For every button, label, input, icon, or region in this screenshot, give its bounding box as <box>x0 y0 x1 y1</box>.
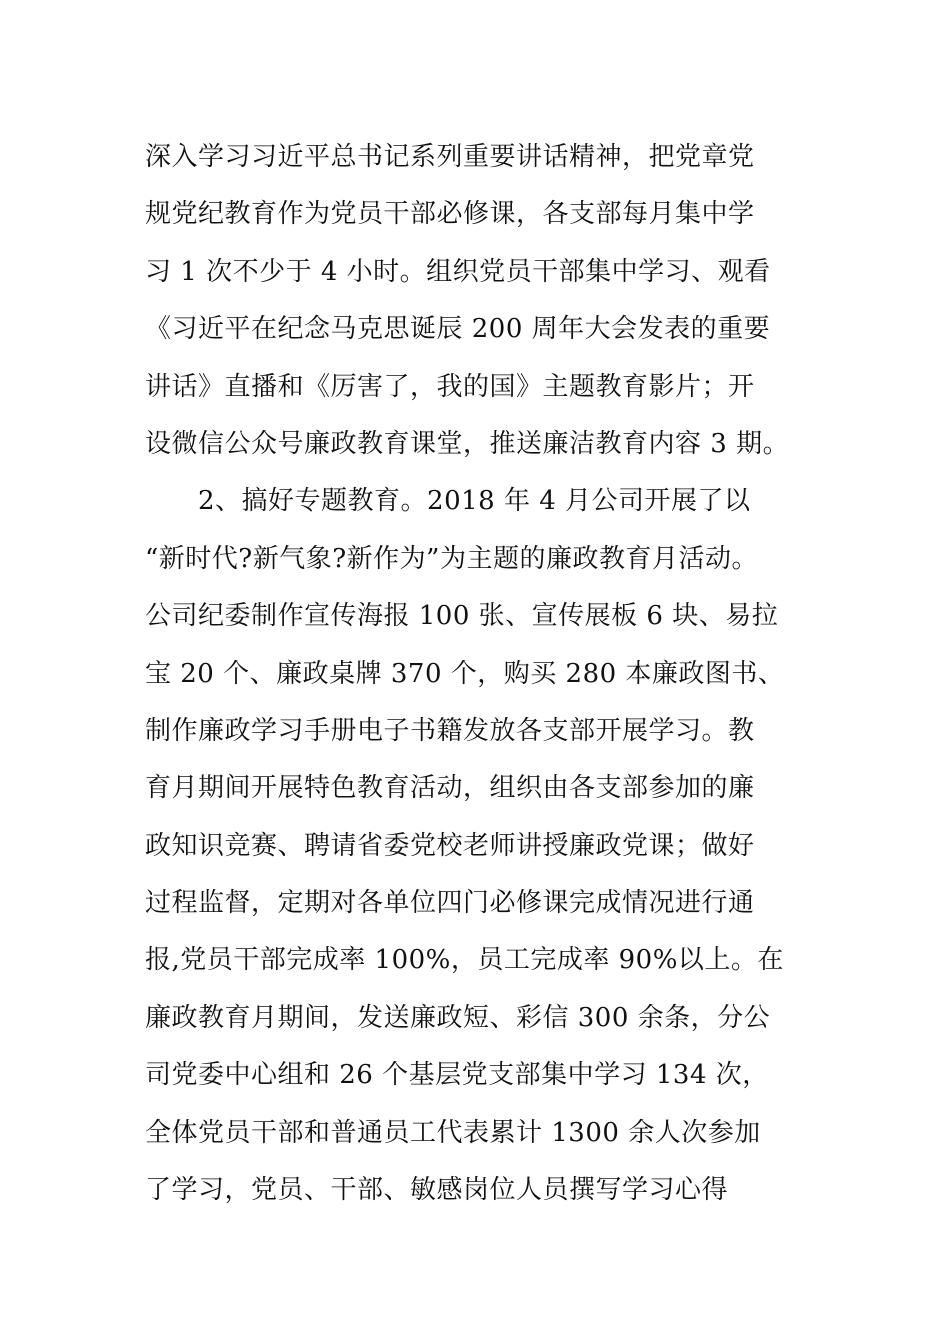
text-line: 习 1 次不少于 4 小时。组织党员干部集中学习、观看 <box>145 256 771 287</box>
text-line: 规党纪教育作为党员干部必修课，各支部每月集中学 <box>145 199 755 230</box>
text-line: 了学习，党员、干部、敏感岗位人员撰写学习心得 <box>145 1175 729 1206</box>
text-line: 设微信公众号廉政教育课堂，推送廉洁教育内容 3 期。 <box>145 428 790 459</box>
text-line: 育月期间开展特色教育活动，组织由各支部参加的廉 <box>145 773 755 804</box>
text-line: 《习近平在纪念马克思诞辰 200 周年大会发表的重要 <box>145 314 771 345</box>
text-line: 廉政教育月期间，发送廉政短、彩信 300 余条，分公 <box>145 1002 771 1033</box>
body-text <box>145 129 845 1219</box>
text-line: 政知识竞赛、聘请省委党校老师讲授廉政党课；做好 <box>145 830 755 861</box>
text-line: 过程监督，定期对各单位四门必修课完成情况进行通 <box>145 888 755 919</box>
text-line: 司党委中心组和 26 个基层党支部集中学习 134 次， <box>145 1060 769 1091</box>
text-line: “新时代?新气象?新作为”为主题的廉政教育月活动。 <box>145 543 758 574</box>
text-line: 深入学习习近平总书记系列重要讲话精神，把党章党 <box>145 142 755 172</box>
text-line: 全体党员干部和普通员工代表累计 1300 余人次参加 <box>145 1117 761 1148</box>
text-line: 报,党员干部完成率 100%，员工完成率 90%以上。在 <box>145 945 784 976</box>
text-line: 讲话》直播和《厉害了，我的国》主题教育影片；开 <box>145 371 755 402</box>
text-line: 宝 20 个、廉政桌牌 370 个，购买 280 本廉政图书、 <box>145 658 785 689</box>
text-line: 2、搞好专题教育。2018 年 4 月公司开展了以 <box>145 486 751 517</box>
text-line: 制作廉政学习手册电子书籍发放各支部开展学习。教 <box>145 715 755 746</box>
text-line: 公司纪委制作宣传海报 100 张、宣传展板 6 块、易拉 <box>145 601 779 632</box>
